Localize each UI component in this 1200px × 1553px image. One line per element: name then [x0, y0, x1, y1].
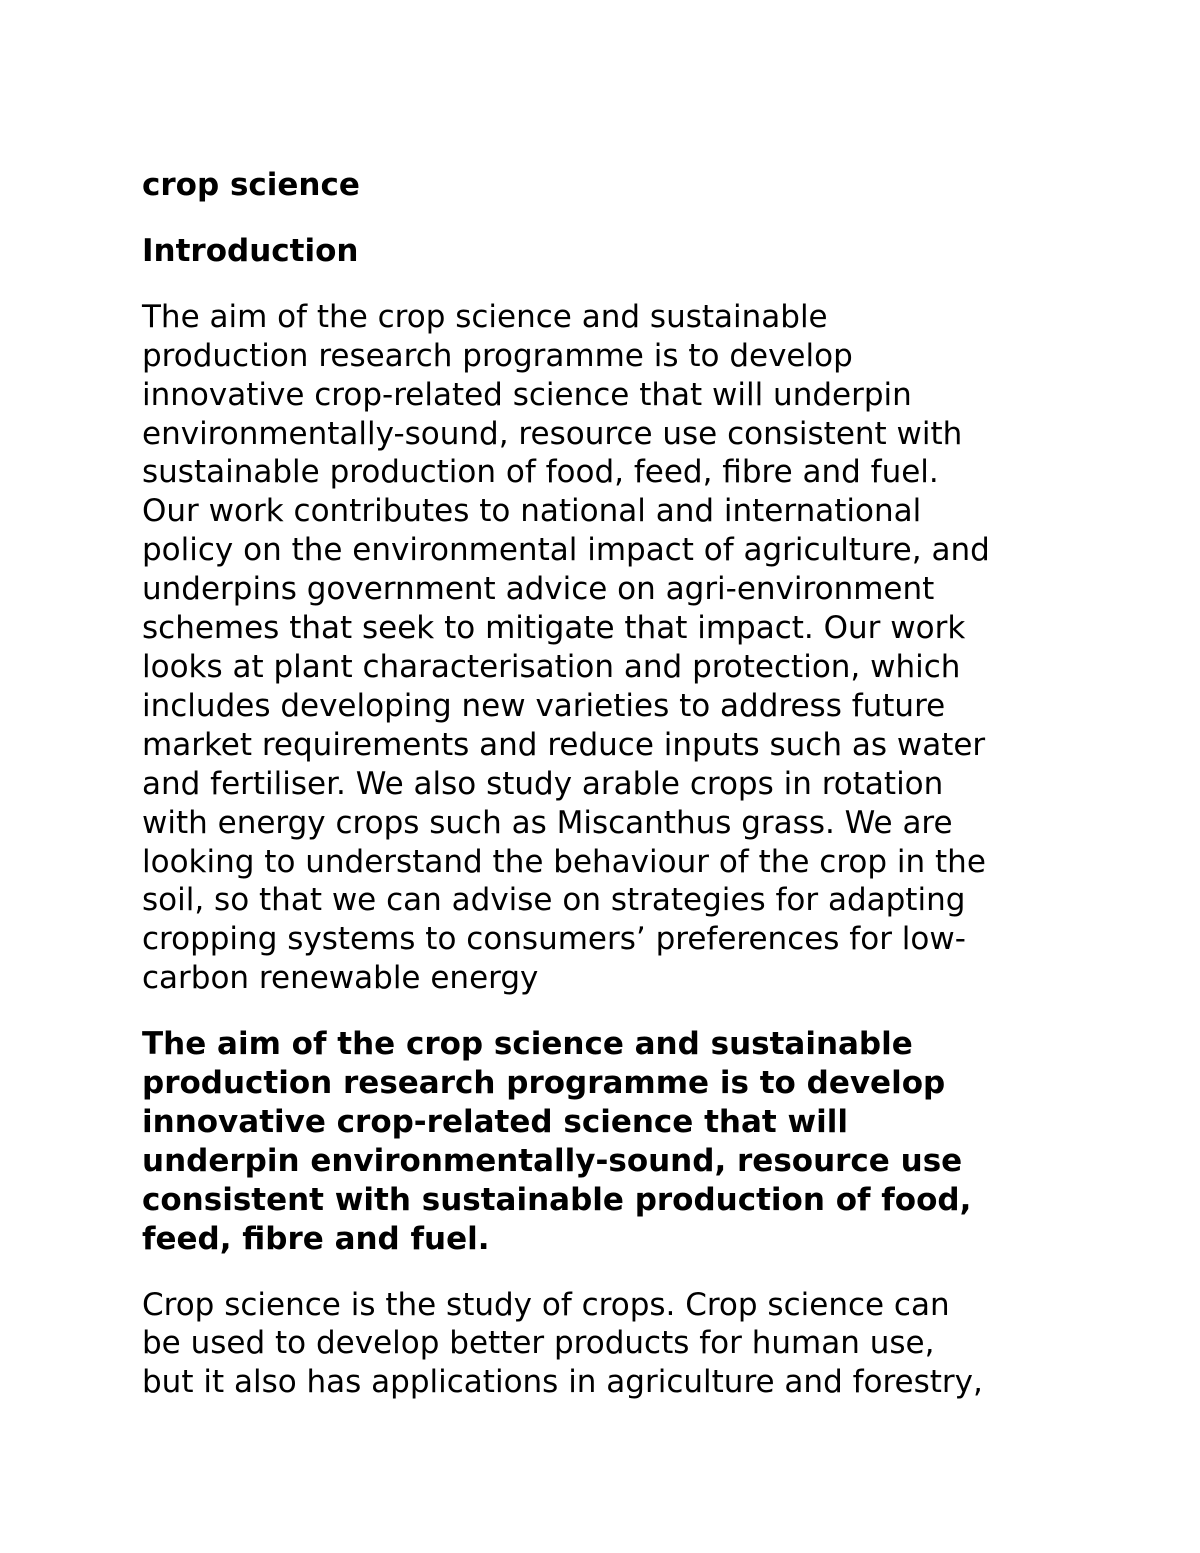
document-page — [142, 166, 1062, 1402]
paragraph-line: be used to develop better products for human use, — [142, 1325, 935, 1362]
paragraph-line: The aim of the crop science and sustainable — [142, 298, 828, 335]
paragraph-line: production research programme is to develop — [142, 1065, 946, 1102]
paragraph-line: market requirements and reduce inputs such as water — [142, 726, 986, 763]
paragraph-line: but it also has applications in agriculture and forestry, — [142, 1364, 983, 1401]
document-title: crop science — [142, 167, 360, 203]
paragraph-line: Crop science is the study of crops. Crop science can — [142, 1286, 950, 1323]
paragraph-3 — [142, 1286, 1062, 1403]
section-heading: Introduction — [142, 232, 359, 269]
paragraph-line: Our work contributes to national and international — [142, 493, 922, 530]
paragraph-line: policy on the environmental impact of agriculture, and — [142, 532, 990, 569]
paragraph-line: environmentally-sound, resource use consistent with — [142, 415, 963, 452]
paragraph-line: underpins government advice on agri-environment — [142, 571, 935, 608]
paragraph-line: innovative crop-related science that will — [142, 1103, 849, 1140]
paragraph-line: includes developing new varieties to address future — [142, 687, 946, 724]
paragraph-line: production research programme is to develop — [142, 337, 853, 374]
paragraph-line: innovative crop-related science that will underpin — [142, 376, 912, 413]
paragraph-line: schemes that seek to mitigate that impact. Our work — [142, 610, 966, 647]
paragraph-2-bold — [142, 1025, 1062, 1258]
paragraph-line: sustainable production of food, feed, fibre and fuel. — [142, 454, 939, 491]
paragraph-line: and fertiliser. We also study arable crops in rotation — [142, 765, 944, 802]
paragraph-line: with energy crops such as Miscanthus grass. We are — [142, 804, 953, 841]
paragraph-line: soil, so that we can advise on strategies for adapting — [142, 882, 966, 919]
paragraph-line: carbon renewable energy — [142, 960, 539, 997]
paragraph-line: looking to understand the behaviour of the crop in the — [142, 843, 986, 880]
paragraph-line: underpin environmentally-sound, resource use — [142, 1142, 963, 1179]
paragraph-1 — [142, 298, 1062, 998]
paragraph-line: The aim of the crop science and sustainable — [142, 1026, 913, 1063]
paragraph-line: looks at plant characterisation and protection, which — [142, 648, 961, 685]
paragraph-line: cropping systems to consumers’ preferences for low- — [142, 921, 966, 958]
paragraph-line: feed, fibre and fuel. — [142, 1220, 490, 1257]
paragraph-line: consistent with sustainable production of food, — [142, 1181, 972, 1218]
